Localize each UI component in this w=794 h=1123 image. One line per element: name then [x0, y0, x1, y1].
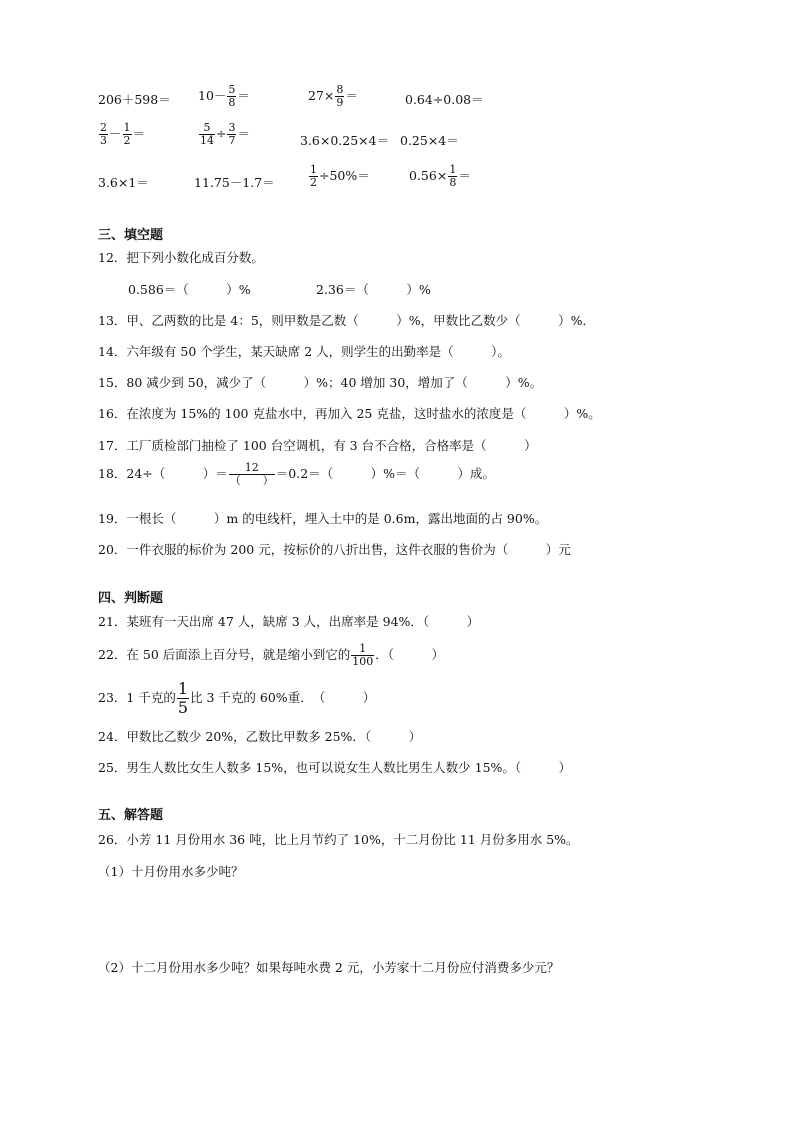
numerator: 5: [199, 122, 215, 135]
calc-2b-post: ＝: [237, 126, 250, 141]
calc-2a-post: ＝: [132, 126, 146, 141]
numerator: 1: [351, 643, 374, 656]
question-12: 12．把下列小数化成百分数。: [98, 250, 264, 265]
numerator: 2: [100, 121, 107, 134]
calc-1b: [198, 84, 250, 109]
fraction: [309, 164, 318, 189]
calc-2b: [198, 122, 250, 147]
question-20: 20．一件衣服的标价为 200 元，按标价的八折出售，这件衣服的售价为（ ）元: [98, 542, 571, 557]
fraction: [99, 122, 108, 147]
operator: －: [109, 126, 122, 141]
fraction: [199, 122, 215, 147]
question-19: 19．一根长（ ）m 的电线杆，埋入土中的是 0.6m，露出地面的占 90%。: [98, 511, 548, 526]
question-26-1: （1）十月份用水多少吨？: [98, 864, 244, 879]
question-25: 25．男生人数比女生人数多 15%，也可以说女生人数比男生人数少 15%。（ ）: [98, 760, 572, 775]
section-5-title: 五、解答题: [98, 808, 164, 823]
fraction: [229, 462, 275, 487]
numerator: 3: [228, 121, 236, 134]
denominator: 2: [310, 176, 317, 189]
calc-3b: 11.75－1.7＝: [194, 175, 275, 190]
question-12a: 0.586＝（ ）%: [128, 282, 251, 297]
numerator: 1: [123, 121, 131, 134]
numerator: 5: [228, 83, 236, 96]
question-14: 14．六年级有 50 个学生，某天缺席 2 人，则学生的出勤率是（ ）。: [98, 344, 510, 359]
question-16: 16．在浓度为 15%的 100 克盐水中，再加入 25 克盐，这时盐水的浓度是（ ）%。: [98, 406, 601, 421]
numerator: 1: [310, 163, 317, 176]
fraction: [177, 680, 189, 717]
calc-3c-post: ÷50%＝: [319, 168, 370, 183]
calc-1c: [308, 84, 358, 109]
calc-3d-post: ＝: [458, 168, 471, 183]
question-23-pre: 23．1 千克的: [98, 690, 176, 705]
calc-3d-pre: 0.56×: [409, 168, 448, 183]
question-15: 15．80 减少到 50，减少了（ ）%；40 增加 30，增加了（ ）%。: [98, 375, 543, 390]
question-18-post: ＝0.2＝（ ）%＝（ ）成。: [275, 466, 496, 481]
numerator: 12: [229, 462, 275, 475]
operator: ÷: [216, 126, 227, 141]
question-23-post: 比 3 千克的 60%重． （ ）: [190, 690, 376, 705]
fraction: [227, 122, 236, 147]
calc-row-1: [98, 84, 518, 114]
question-18: [98, 462, 495, 487]
question-18-pre: 18．24÷（ ）＝: [98, 466, 228, 481]
denominator: 7: [228, 134, 236, 147]
calc-1c-pre: 27×: [308, 88, 335, 103]
fraction: [227, 84, 236, 109]
calc-row-3: [98, 164, 518, 198]
calc-1b-pre: 10－: [198, 88, 227, 103]
question-21: 21．某班有一天出席 47 人，缺席 3 人，出席率是 94%．（ ）: [98, 614, 480, 629]
question-22: [98, 643, 444, 668]
calc-3a: 3.6×1＝: [98, 175, 149, 190]
denominator: 100: [352, 655, 374, 668]
section-3-title: 三、填空题: [98, 228, 164, 243]
calc-1c-post: ＝: [345, 88, 358, 103]
fraction: [448, 164, 457, 189]
calc-1a: 206＋598＝: [98, 92, 171, 107]
question-26-2: （2）十二月份用水多少吨？如果每吨水费 2 元，小芳家十二月份应付消费多少元？: [98, 960, 560, 975]
calc-2d: 0.25×4＝: [400, 133, 459, 148]
calc-row-2: [98, 122, 518, 156]
denominator: 3: [100, 134, 107, 147]
question-17: 17．工厂质检部门抽检了 100 台空调机，有 3 台不合格，合格率是（ ）: [98, 438, 537, 453]
denominator: 8: [449, 176, 457, 189]
fraction: [351, 643, 374, 668]
denominator: 5: [177, 698, 189, 717]
fraction: [123, 122, 132, 147]
calc-3d: [409, 164, 471, 189]
calc-1b-post: ＝: [237, 88, 250, 103]
numerator: 8: [336, 83, 344, 96]
question-23: [98, 680, 375, 717]
question-13: 13．甲、乙两数的比是 4：5，则甲数是乙数（ ）%，甲数比乙数少（ ）%．: [98, 313, 596, 328]
question-22-post: ．（ ）: [375, 647, 445, 662]
fraction: [335, 84, 344, 109]
denominator: 14: [200, 134, 214, 147]
denominator: 8: [228, 96, 236, 109]
numerator: 1: [177, 679, 189, 698]
denominator: 2: [123, 134, 131, 147]
section-4-title: 四、判断题: [98, 591, 164, 606]
question-24: 24．甲数比乙数少 20%，乙数比甲数多 25%．（ ）: [98, 729, 422, 744]
question-12b: 2.36＝（ ）%: [316, 282, 431, 297]
question-26: 26．小芳 11 月份用水 36 吨，比上月节约了 10%，十二月份比 11 月份多用水 5%。: [98, 832, 579, 847]
calc-3c: [308, 164, 370, 189]
calc-1d: 0.64÷0.08＝: [405, 92, 484, 107]
calc-2a: [98, 122, 145, 147]
numerator: 1: [449, 163, 457, 176]
question-22-pre: 22．在 50 后面添上百分号，就是缩小到它的: [98, 647, 351, 662]
calc-2c: 3.6×0.25×4＝: [300, 133, 390, 148]
denominator: （ ）: [229, 474, 274, 487]
denominator: 9: [336, 96, 344, 109]
